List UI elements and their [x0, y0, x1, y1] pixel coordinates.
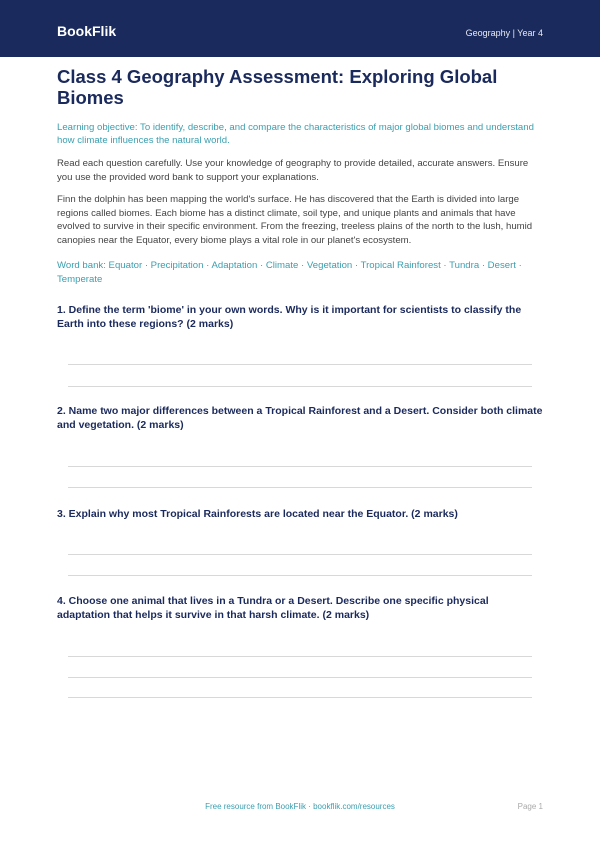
brand-logo[interactable]: BookFlik — [57, 23, 117, 39]
answer-line[interactable] — [68, 677, 532, 678]
answer-line[interactable] — [68, 554, 532, 555]
page-number: Page 1 — [517, 802, 543, 811]
question-1: 1. Define the term 'biome' in your own words. Why is it important for scientists to classify the Earth into these regions? (2 marks) — [57, 304, 522, 330]
answer-line[interactable] — [68, 466, 532, 467]
learning-objective: Learning objective: To identify, describe, and compare the characteristics of major global biomes and understand how climate influences the natural world. — [57, 122, 534, 146]
answer-line[interactable] — [68, 575, 532, 576]
answer-line[interactable] — [68, 386, 532, 387]
intro-paragraph: Finn the dolphin has been mapping the world's surface. He has discovered that the Earth is divided into large regions called biomes. Each biome has a distinct climate, soil type, and unique plants and animals that have evolved to survive in their specific environment. From the freezing, treeless plains of the north to the lush, humid canopies near the Equator, every biome plays a vital role in our planet's ecosystem. — [57, 194, 533, 246]
answer-line[interactable] — [68, 364, 532, 365]
page-title: Class 4 Geography Assessment: Exploring Global Biomes — [57, 66, 498, 108]
question-2: 2. Name two major differences between a Tropical Rainforest and a Desert. Consider both climate and vegetation. (2 marks) — [57, 405, 543, 431]
footer-link[interactable]: Free resource from BookFlik · bookflik.com/resources — [205, 802, 395, 811]
header-bar — [0, 0, 600, 57]
subject-year: Geography | Year 4 — [465, 28, 543, 38]
question-3: 3. Explain why most Tropical Rainforests are located near the Equator. (2 marks) — [57, 508, 458, 520]
answer-line[interactable] — [68, 656, 532, 657]
answer-line[interactable] — [68, 697, 532, 698]
word-bank: Word bank: Equator · Precipitation · Adaptation · Climate · Vegetation · Tropical Rainforest · Tundra · Desert · Temperate — [57, 260, 522, 285]
question-4: 4. Choose one animal that lives in a Tundra or a Desert. Describe one specific physical adaptation that helps it survive in that harsh climate. (2 marks) — [57, 595, 489, 621]
answer-line[interactable] — [68, 487, 532, 488]
instructions: Read each question carefully. Use your knowledge of geography to provide detailed, accurate answers. Ensure you use the provided word bank to support your explanations. — [57, 158, 529, 183]
